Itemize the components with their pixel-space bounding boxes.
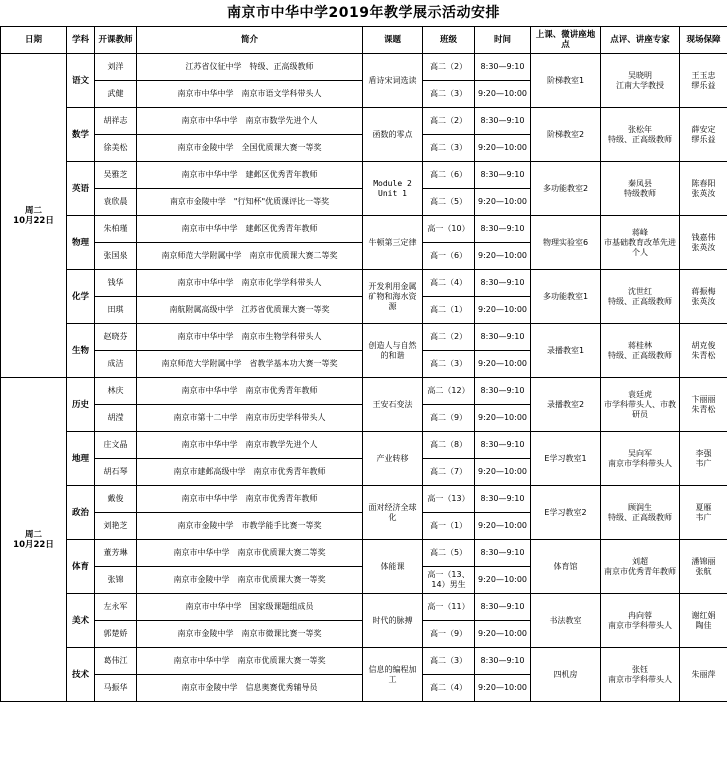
date-cell: 周二 10月22日 (1, 54, 67, 378)
support-cell: 朱丽萍 (680, 648, 727, 702)
class-cell: 高二（2） (423, 324, 475, 351)
page-title: 南京市中华中学2019年教学展示活动安排 (227, 5, 500, 21)
topic-cell: Module 2 Unit 1 (363, 162, 423, 216)
location-cell: 四机房 (531, 648, 601, 702)
topic-cell: 面对经济全球化 (363, 486, 423, 540)
class-cell: 高一（9） (423, 621, 475, 648)
time-cell: 8:30—9:10 (475, 540, 531, 567)
support-cell: 潘锦丽 张航 (680, 540, 727, 594)
time-cell: 9:20—10:00 (475, 567, 531, 594)
time-cell: 8:30—9:10 (475, 594, 531, 621)
class-cell: 高一（13） (423, 486, 475, 513)
class-cell: 高一（11） (423, 594, 475, 621)
intro-cell: 南京市金陵中学 南京市优质课大赛一等奖 (137, 567, 363, 594)
topic-cell: 王安石变法 (363, 378, 423, 432)
support-cell: 陈春阳 张英汝 (680, 162, 727, 216)
time-cell: 9:20—10:00 (475, 81, 531, 108)
expert-cell: 冉向蓉 南京市学科带头人 (601, 594, 680, 648)
subject-cell: 物理 (67, 216, 95, 270)
header-cell: 开课教师 (95, 27, 137, 54)
time-cell: 8:30—9:10 (475, 486, 531, 513)
subject-cell: 技术 (67, 648, 95, 702)
location-cell: 多功能教室2 (531, 162, 601, 216)
subject-cell: 历史 (67, 378, 95, 432)
time-cell: 8:30—9:10 (475, 216, 531, 243)
header-cell: 上课、微讲座地点 (531, 27, 601, 54)
intro-cell: 南京市金陵中学 市教学能手比赛一等奖 (137, 513, 363, 540)
intro-cell: 南京市中华中学 南京市生物学科带头人 (137, 324, 363, 351)
table-row (1, 378, 727, 405)
header-cell: 现场保障 (680, 27, 727, 54)
class-cell: 高二（5） (423, 540, 475, 567)
time-cell: 8:30—9:10 (475, 270, 531, 297)
header-cell: 简介 (137, 27, 363, 54)
time-cell: 9:20—10:00 (475, 513, 531, 540)
class-cell: 高二（3） (423, 351, 475, 378)
location-cell: 阶梯教室2 (531, 108, 601, 162)
class-cell: 高一（13、14）男生 (423, 567, 475, 594)
time-cell: 8:30—9:10 (475, 324, 531, 351)
subject-cell: 美术 (67, 594, 95, 648)
header-row (1, 27, 727, 54)
header-cell: 点评、讲座专家 (601, 27, 680, 54)
table-row (1, 594, 727, 621)
time-cell: 9:20—10:00 (475, 405, 531, 432)
class-cell: 高二（12） (423, 378, 475, 405)
header-cell: 班级 (423, 27, 475, 54)
teacher-cell: 葛伟江 (95, 648, 137, 675)
teacher-cell: 成洁 (95, 351, 137, 378)
class-cell: 高二（7） (423, 459, 475, 486)
topic-cell: 产业转移 (363, 432, 423, 486)
schedule-table (0, 26, 727, 702)
class-cell: 高二（4） (423, 675, 475, 702)
class-cell: 高一（10） (423, 216, 475, 243)
class-cell: 高二（4） (423, 270, 475, 297)
expert-cell: 蒋峰 市基础教育改革先进个人 (601, 216, 680, 270)
time-cell: 8:30—9:10 (475, 648, 531, 675)
table-row (1, 540, 727, 567)
teacher-cell: 张国泉 (95, 243, 137, 270)
class-cell: 高一（1） (423, 513, 475, 540)
topic-cell: 体能课 (363, 540, 423, 594)
subject-cell: 化学 (67, 270, 95, 324)
time-cell: 8:30—9:10 (475, 378, 531, 405)
table-row (1, 216, 727, 243)
class-cell: 高二（1） (423, 297, 475, 324)
class-cell: 高二（6） (423, 162, 475, 189)
expert-cell: 秦凤县 特级教师 (601, 162, 680, 216)
header-cell: 课题 (363, 27, 423, 54)
intro-cell: 南京市中华中学 南京市优秀青年教师 (137, 486, 363, 513)
intro-cell: 南京市金陵中学 全国优质课大赛一等奖 (137, 135, 363, 162)
location-cell: 多功能教室1 (531, 270, 601, 324)
expert-cell: 张钰 南京市学科带头人 (601, 648, 680, 702)
location-cell: 物理实验室6 (531, 216, 601, 270)
teacher-cell: 董芳琳 (95, 540, 137, 567)
topic-cell: 时代的脉搏 (363, 594, 423, 648)
support-cell: 蒋振梅 张英汝 (680, 270, 727, 324)
topic-cell: 信息的编程加工 (363, 648, 423, 702)
expert-cell: 沈世红 特级、正高级教师 (601, 270, 680, 324)
subject-cell: 生物 (67, 324, 95, 378)
table-row (1, 108, 727, 135)
teacher-cell: 胡祥志 (95, 108, 137, 135)
support-cell: 薛安定 缪乐益 (680, 108, 727, 162)
intro-cell: 南京市中华中学 南京市优质课大赛一等奖 (137, 648, 363, 675)
table-row (1, 432, 727, 459)
intro-cell: 南京市建邺高级中学 南京市优秀青年教师 (137, 459, 363, 486)
date-cell: 周二 10月22日 (1, 378, 67, 702)
time-cell: 9:20—10:00 (475, 351, 531, 378)
header-cell: 时间 (475, 27, 531, 54)
teacher-cell: 田琪 (95, 297, 137, 324)
time-cell: 8:30—9:10 (475, 432, 531, 459)
intro-cell: 南航附属高级中学 江苏省优质课大赛一等奖 (137, 297, 363, 324)
expert-cell: 刘超 南京市优秀青年教师 (601, 540, 680, 594)
table-row (1, 324, 727, 351)
support-cell: 卞丽丽 朱青松 (680, 378, 727, 432)
subject-cell: 语文 (67, 54, 95, 108)
time-cell: 9:20—10:00 (475, 189, 531, 216)
schedule-body (1, 54, 727, 702)
teacher-cell: 胡滢 (95, 405, 137, 432)
support-cell: 李强 韦广 (680, 432, 727, 486)
intro-cell: 南京市中华中学 南京市语文学科带头人 (137, 81, 363, 108)
teacher-cell: 刘洋 (95, 54, 137, 81)
intro-cell: 南京市金陵中学 南京市微课比赛一等奖 (137, 621, 363, 648)
support-cell: 钱嘉伟 张英汝 (680, 216, 727, 270)
teacher-cell: 刘艳芝 (95, 513, 137, 540)
teacher-cell: 林庆 (95, 378, 137, 405)
teacher-cell: 庄文晶 (95, 432, 137, 459)
location-cell: 阶梯教室1 (531, 54, 601, 108)
class-cell: 高二（3） (423, 81, 475, 108)
teacher-cell: 赵晓芬 (95, 324, 137, 351)
topic-cell: 开发利用金属矿物和海水资源 (363, 270, 423, 324)
teacher-cell: 钱华 (95, 270, 137, 297)
intro-cell: 南京市中华中学 南京市教学先进个人 (137, 432, 363, 459)
expert-cell: 顾润生 特级、正高级教师 (601, 486, 680, 540)
time-cell: 9:20—10:00 (475, 459, 531, 486)
header-cell: 学科 (67, 27, 95, 54)
expert-cell: 蒋桂林 特级、正高级教师 (601, 324, 680, 378)
topic-cell: 函数的零点 (363, 108, 423, 162)
support-cell: 胡克俊 朱青松 (680, 324, 727, 378)
intro-cell: 南京市中华中学 南京市优质课大赛二等奖 (137, 540, 363, 567)
intro-cell: 南京师范大学附属中学 省教学基本功大赛一等奖 (137, 351, 363, 378)
teacher-cell: 张锦 (95, 567, 137, 594)
class-cell: 高一（6） (423, 243, 475, 270)
intro-cell: 南京市中华中学 南京市数学先进个人 (137, 108, 363, 135)
time-cell: 8:30—9:10 (475, 108, 531, 135)
expert-cell: 袁廷虎 市学科带头人、市教研员 (601, 378, 680, 432)
subject-cell: 英语 (67, 162, 95, 216)
table-row (1, 162, 727, 189)
table-row (1, 270, 727, 297)
class-cell: 高二（3） (423, 648, 475, 675)
time-cell: 9:20—10:00 (475, 243, 531, 270)
class-cell: 高二（5） (423, 189, 475, 216)
subject-cell: 地理 (67, 432, 95, 486)
expert-cell: 吴晓明 江南大学教授 (601, 54, 680, 108)
time-cell: 9:20—10:00 (475, 135, 531, 162)
teacher-cell: 徐美松 (95, 135, 137, 162)
teacher-cell: 左永军 (95, 594, 137, 621)
subject-cell: 数学 (67, 108, 95, 162)
time-cell: 9:20—10:00 (475, 675, 531, 702)
intro-cell: 江苏省仪征中学 特级、正高级教师 (137, 54, 363, 81)
location-cell: E学习教室2 (531, 486, 601, 540)
class-cell: 高二（8） (423, 432, 475, 459)
time-cell: 9:20—10:00 (475, 297, 531, 324)
teacher-cell: 武健 (95, 81, 137, 108)
teacher-cell: 马振华 (95, 675, 137, 702)
teacher-cell: 朱柏瑾 (95, 216, 137, 243)
intro-cell: 南京市中华中学 国家级课题组成员 (137, 594, 363, 621)
topic-cell: 牛顿第三定律 (363, 216, 423, 270)
support-cell: 谢红娟 陶佳 (680, 594, 727, 648)
subject-cell: 政治 (67, 486, 95, 540)
class-cell: 高二（2） (423, 54, 475, 81)
table-row (1, 648, 727, 675)
location-cell: 录播教室2 (531, 378, 601, 432)
location-cell: 录播教室1 (531, 324, 601, 378)
topic-cell: 盾诗宋词选读 (363, 54, 423, 108)
teacher-cell: 袁欣晨 (95, 189, 137, 216)
table-row (1, 486, 727, 513)
teacher-cell: 胡石琴 (95, 459, 137, 486)
expert-cell: 张松年 特级、正高级教师 (601, 108, 680, 162)
teacher-cell: 吴雅芝 (95, 162, 137, 189)
class-cell: 高二（2） (423, 108, 475, 135)
teacher-cell: 郭楚娇 (95, 621, 137, 648)
support-cell: 王玉忠 缪乐益 (680, 54, 727, 108)
intro-cell: 南京市中华中学 建邺区优秀青年教师 (137, 216, 363, 243)
support-cell: 夏雁 韦广 (680, 486, 727, 540)
class-cell: 高二（3） (423, 135, 475, 162)
intro-cell: 南京市第十二中学 南京市历史学科带头人 (137, 405, 363, 432)
table-row (1, 54, 727, 81)
time-cell: 9:20—10:00 (475, 621, 531, 648)
header-cell: 日期 (1, 27, 67, 54)
time-cell: 8:30—9:10 (475, 54, 531, 81)
location-cell: 体育馆 (531, 540, 601, 594)
location-cell: 书法教室 (531, 594, 601, 648)
subject-cell: 体育 (67, 540, 95, 594)
location-cell: E学习教室1 (531, 432, 601, 486)
time-cell: 8:30—9:10 (475, 162, 531, 189)
class-cell: 高二（9） (423, 405, 475, 432)
intro-cell: 南京市金陵中学 信息奥赛优秀辅导员 (137, 675, 363, 702)
intro-cell: 南京市中华中学 建邺区优秀青年教师 (137, 162, 363, 189)
topic-cell: 创造人与自然的和谐 (363, 324, 423, 378)
teacher-cell: 戴俊 (95, 486, 137, 513)
intro-cell: 南京市金陵中学 "行知杯"优质课评比一等奖 (137, 189, 363, 216)
intro-cell: 南京师范大学附属中学 南京市优质课大赛二等奖 (137, 243, 363, 270)
intro-cell: 南京市中华中学 南京市优秀青年教师 (137, 378, 363, 405)
intro-cell: 南京市中华中学 南京市化学学科带头人 (137, 270, 363, 297)
expert-cell: 吴向军 南京市学科带头人 (601, 432, 680, 486)
